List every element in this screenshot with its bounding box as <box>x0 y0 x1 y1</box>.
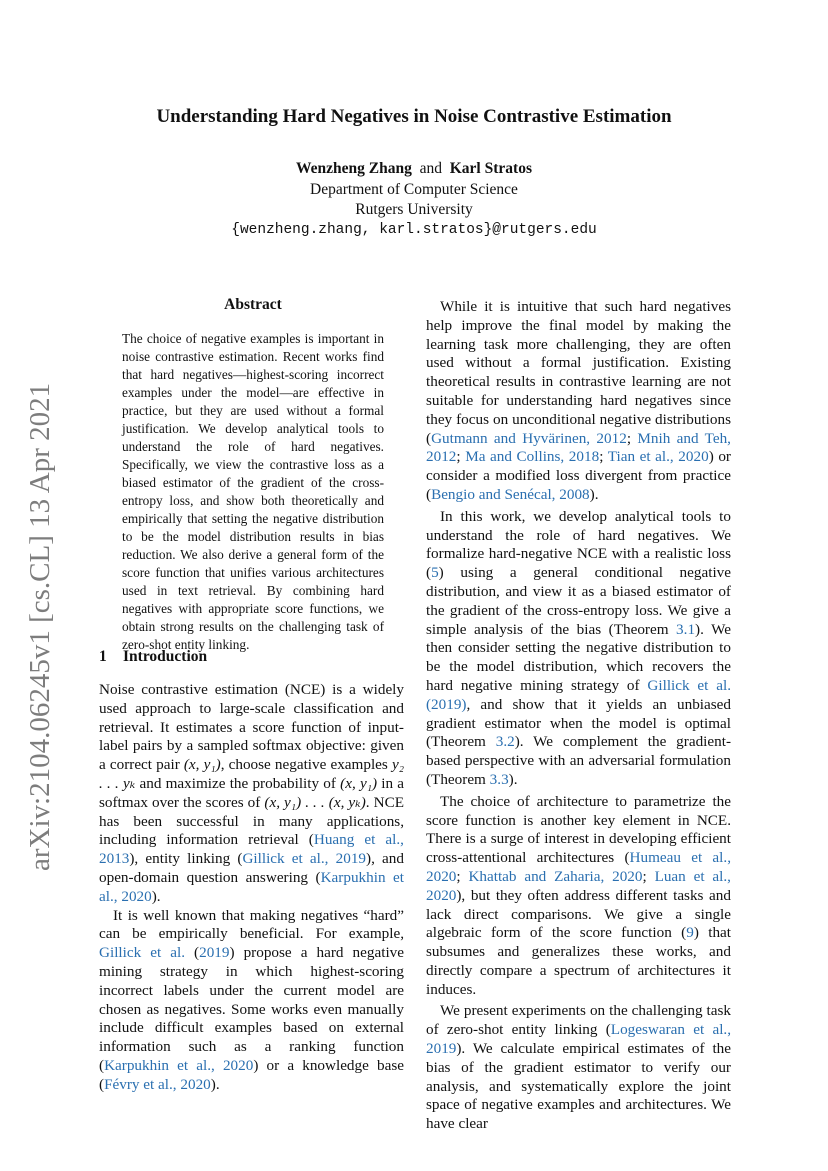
citation-link[interactable]: Gillick et al. (2019) <box>426 676 731 713</box>
citation-link[interactable]: Khattab and Zaharia, 2020 <box>468 867 643 885</box>
citation-link[interactable]: Gillick et al. <box>99 944 185 962</box>
citation-link[interactable]: Luan et al., 2020 <box>426 867 731 904</box>
abstract-body: The choice of negative examples is important in noise contrastive estimation. Recent works find that hard negatives—highest-scoring incorrect examples under the model—are effective in practice, but they are used without a formal justification. We develop analytical tools to understand the role of hard negatives. Specifically, we view the contrastive loss as a biased estimator of the gradient of the cross-entropy loss, and show both theoretically and empirically that setting the negative distribution to be the model distribution results in bias reduction. We also derive a general form of the score function that unifies various architectures used in text retrieval. By combining hard negatives with appropriate score functions, we obtain strong results on the challenging task of zero-shot entity linking. <box>122 331 384 652</box>
affiliation-department: Department of Computer Science <box>310 181 518 198</box>
citation-link[interactable]: Huang et al., 2013 <box>99 831 404 868</box>
citation-link[interactable]: Tian et al., 2020 <box>607 448 709 466</box>
right-paragraph-1: While it is intuitive that such hard negatives help improve the final model by making the learning task more challenging, they are often used without a formal justification. Existing theoretical results in contrastive learning are not suitable for understanding hard negatives since they focus on unconditional negative distributions (Gutmann and Hyvärinen, 2012; Mnih and Teh, 2012; Ma and Collins, 2018; Tian et al., 2020) or consider a modified loss divergent from practice (Bengio and Senécal, 2008). <box>426 298 731 503</box>
right-paragraph-3: The choice of architecture to parametrize the score function is another key element in NCE. There is a surge of interest in developing efficient cross-attentional architectures (Humeau et al., 2020; Khattab and Zaharia, 2020; Luan et al., 2020), but they often address different tasks and lack direct comparisons. We give a single algebraic form of the score function (9) that subsumes and generalizes these works, and directly compare a spectrum of architectures it induces. <box>426 792 731 998</box>
citation-link[interactable]: Gillick et al., 2019 <box>242 850 367 868</box>
author-email: {wenzheng.zhang, karl.stratos}@rutgers.edu <box>231 222 597 238</box>
author-line <box>0 160 828 178</box>
section-number: 1 <box>99 648 107 665</box>
right-paragraph-2: In this work, we develop analytical tools to understand the role of hard negatives. We formalize hard-negative NCE with a realistic loss (5) using a general conditional negative distribution, and view it as a biased estimator of the gradient of the cross-entropy loss. We give a simple analysis of the bias (Theorem 3.1). We then consider setting the negative distribution to be the model distribution, which recovers the hard negative mining strategy of Gillick et al. (2019), and show that it yields an unbiased gradient estimator when the model is optimal (Theorem 3.2). We complement the gradient-based perspective with an adversarial formulation (Theorem 3.3). <box>426 507 731 788</box>
equation-link[interactable]: 9 <box>686 924 694 942</box>
citation-link[interactable]: Ma and Collins, 2018 <box>465 448 600 466</box>
left-column <box>99 681 404 1095</box>
theorem-link[interactable]: 3.3 <box>489 770 509 788</box>
affiliation-university: Rutgers University <box>355 201 473 218</box>
author-1: Wenzheng Zhang <box>296 160 412 177</box>
citation-link[interactable]: Mnih and Teh, 2012 <box>426 429 731 466</box>
theorem-link[interactable]: 3.2 <box>495 733 515 751</box>
theorem-link[interactable]: 3.1 <box>676 620 696 638</box>
intro-paragraph-1: Noise contrastive estimation (NCE) is a widely used approach to large-scale classification and retrieval. It estimates a score function of input-label pairs by a sampled softmax objective: given a correct pair (x, y₁), choose negative examples y₂ . . . yₖ and maximize the probability of (x, y₁) in a softmax over the scores of (x, y₁) . . . (x, yₖ). NCE has been successful in many applications, including information retrieval (Huang et al., 2013), entity linking (Gillick et al., 2019), and open-domain question answering (Karpukhin et al., 2020). <box>99 681 404 905</box>
section-heading-introduction <box>99 648 207 666</box>
paper-title: Understanding Hard Negatives in Noise Contrastive Estimation <box>156 106 672 127</box>
citation-link[interactable]: Gutmann and Hyvärinen, 2012 <box>431 429 627 447</box>
citation-link[interactable]: Humeau et al., 2020 <box>426 849 731 885</box>
right-paragraph-4: We present experiments on the challenging task of zero-shot entity linking (Logeswaran et al., 2019). We calculate empirical estimates of the bias of the gradient estimator to verify our analysis, and systematically explore the joint space of negative examples and architectures. We have clear <box>426 1002 732 1133</box>
right-column <box>426 298 731 1134</box>
section-title: Introduction <box>123 648 208 665</box>
equation-link[interactable]: 5 <box>431 564 439 582</box>
arxiv-identifier-text: arXiv:2104.06245v1 [cs.CL] 13 Apr 2021 <box>24 382 56 871</box>
abstract-heading: Abstract <box>224 296 282 313</box>
author-conjunction: and <box>419 160 442 177</box>
citation-link[interactable]: Karpukhin et al., 2020 <box>104 1056 254 1074</box>
citation-link[interactable]: Bengio and Senécal, 2008 <box>431 485 590 503</box>
citation-link[interactable]: Févry et al., 2020 <box>104 1075 211 1093</box>
citation-link[interactable]: Karpukhin et al., 2020 <box>99 868 404 905</box>
citation-link[interactable]: 2019 <box>199 944 230 962</box>
author-2: Karl Stratos <box>449 160 532 177</box>
intro-paragraph-2: It is well known that making negatives “hard” can be empirically beneficial. For example, Gillick et al. (2019) propose a hard negative mining strategy in which highest-scoring incorrect labels under the current model are chosen as negatives. Some works even manually include difficult examples based on external information such as a ranking function (Karpukhin et al., 2020) or a knowledge base (Févry et al., 2020). <box>99 906 404 1093</box>
citation-link[interactable]: Logeswaran et al., 2019 <box>426 1021 732 1058</box>
